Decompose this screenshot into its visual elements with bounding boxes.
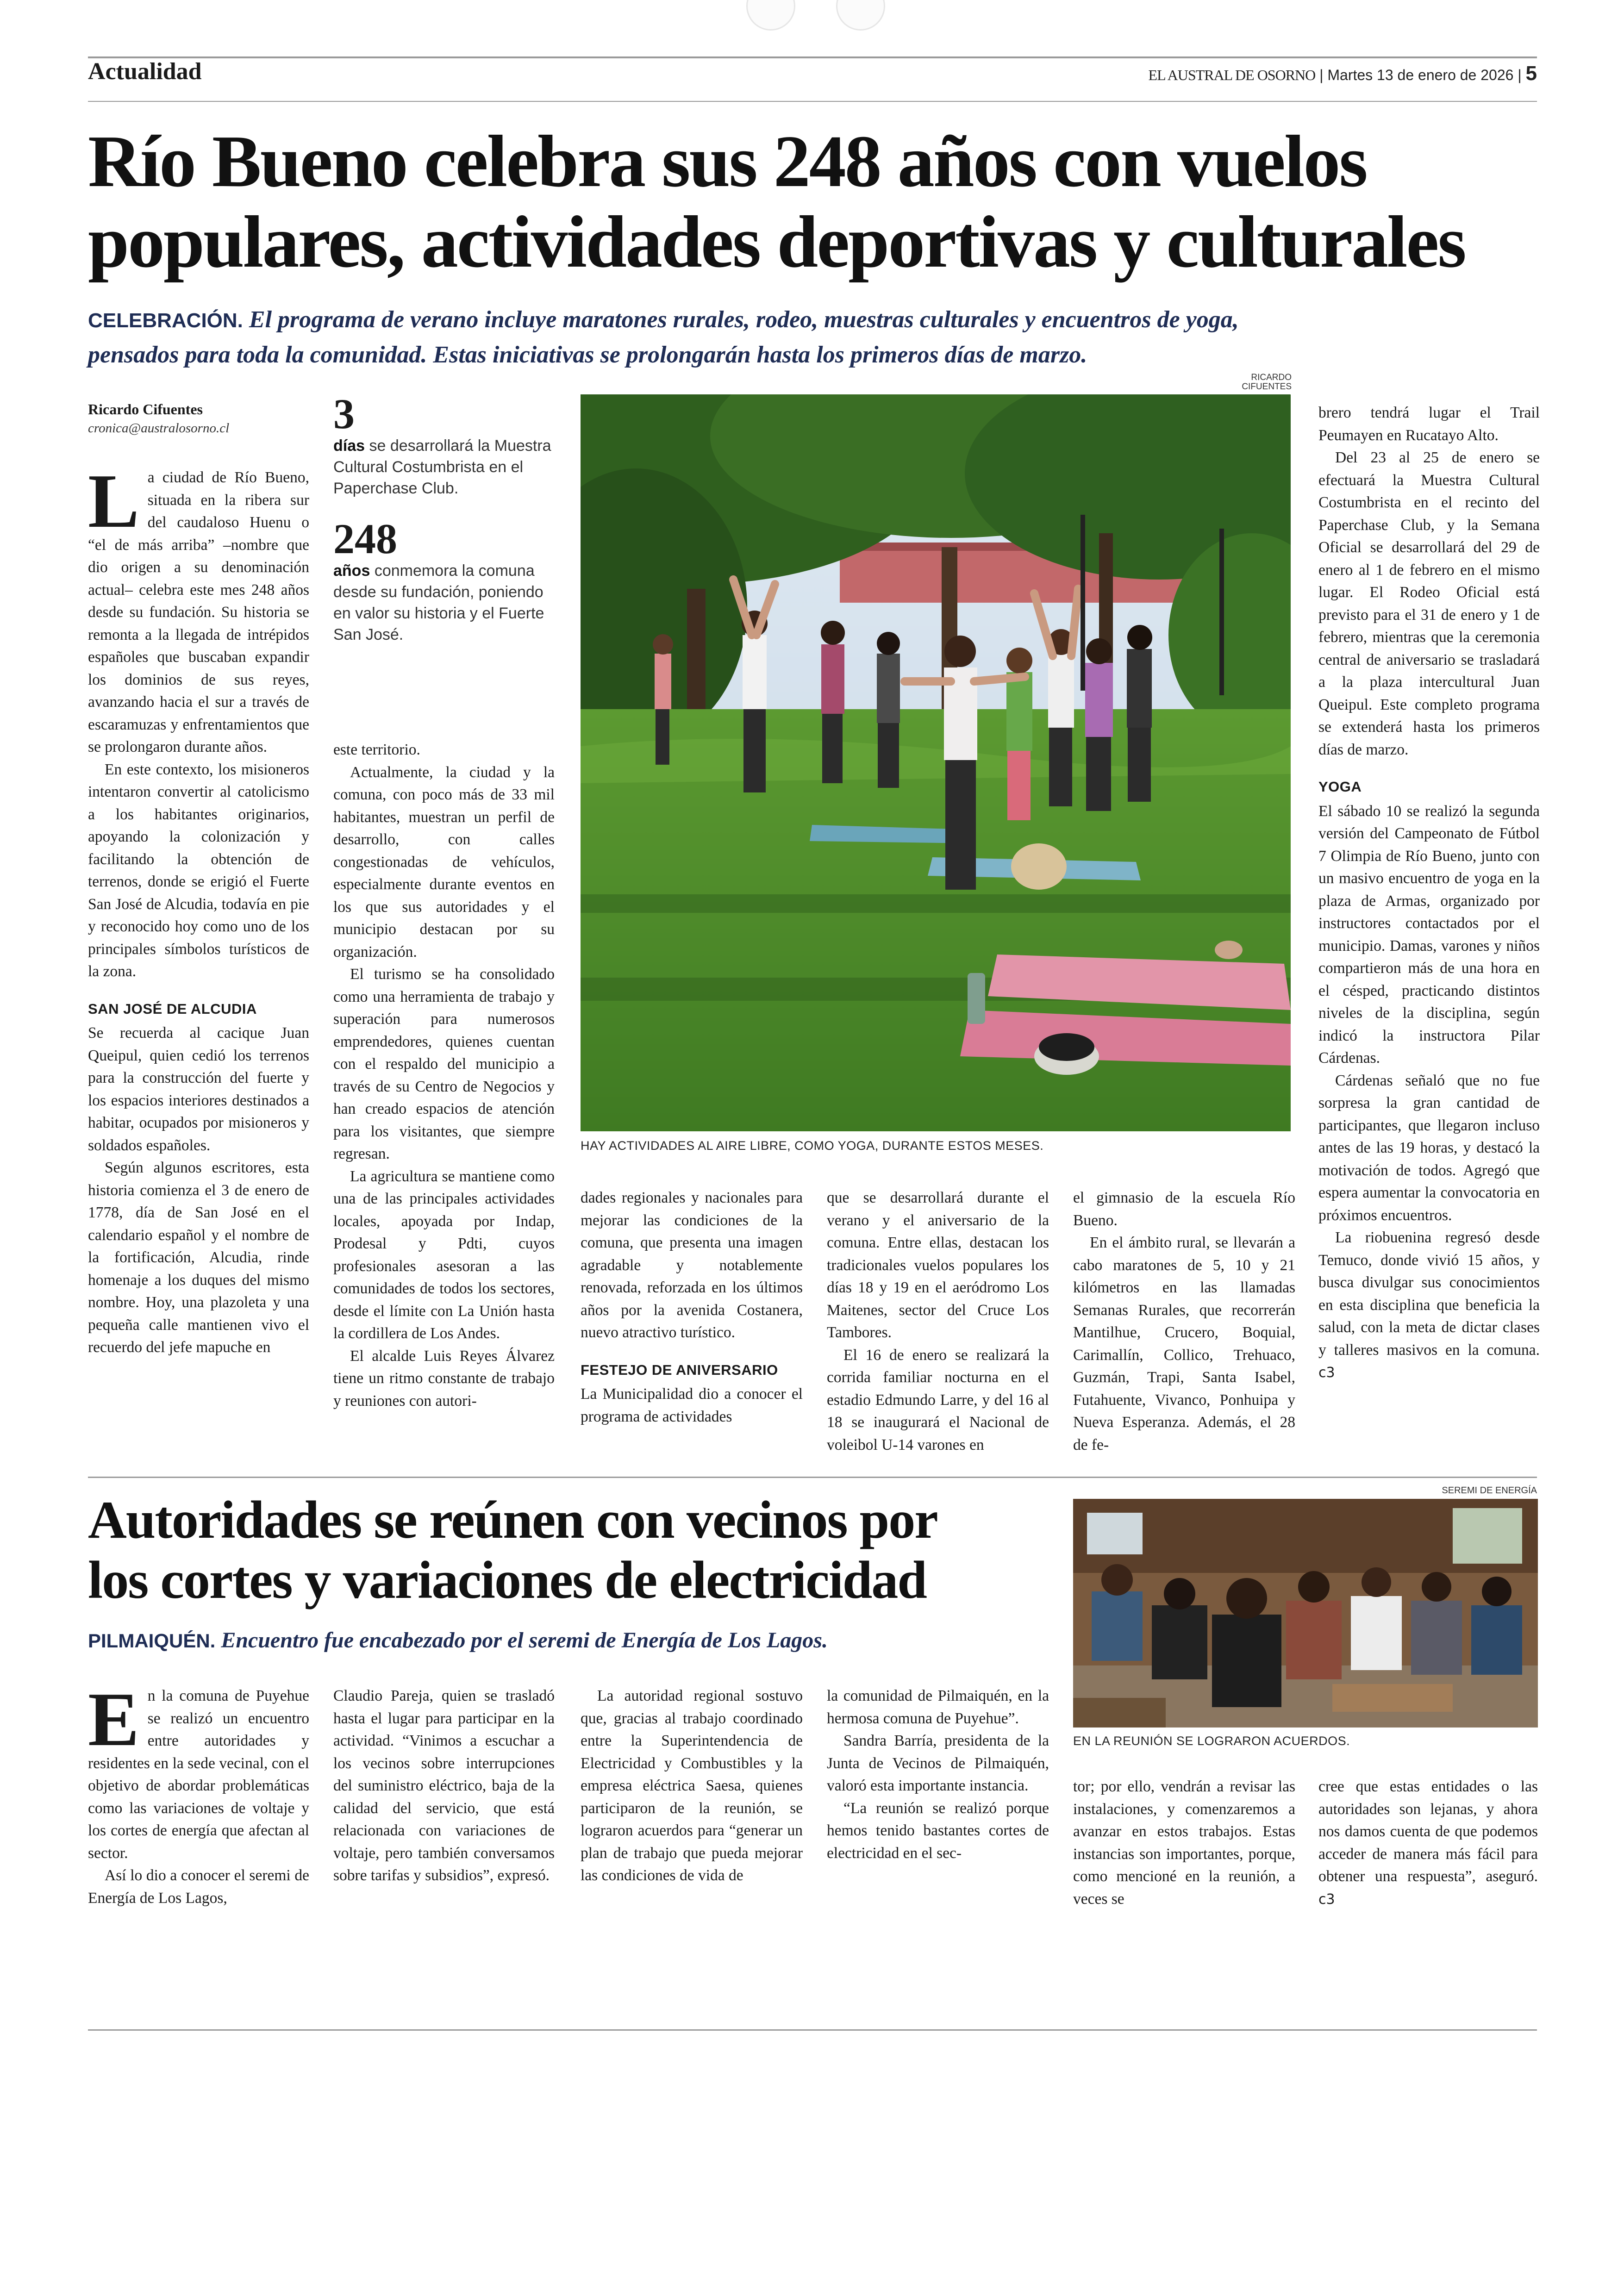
article1-headline-line2: populares, actividades deportivas y culturales bbox=[88, 200, 1465, 283]
byline-name: Ricardo Cifuentes bbox=[88, 401, 203, 418]
header-rule bbox=[88, 101, 1537, 102]
article1-paragraph: El sábado 10 se realizó la segunda versión del Campeonato de Fútbol 7 Olimpia de Río Bueno, junto con un masivo encuentro de yoga en la plaza de Armas, organizado por instructores contactados por el municipio. Damas, varones y niños compartieron más de una hora en el césped, practicando distintos niveles de la disciplina, según indicó la instructora Pilar Cárdenas. bbox=[1318, 802, 1540, 1066]
article2-column-5 bbox=[1073, 1776, 1295, 1928]
bottom-rule bbox=[88, 2029, 1537, 2031]
article2-paragraph: cree que estas entidades o las autoridades son lejanas, y ahora nos damos cuenta de que podemos acceder de manera más fácil para obtener una respuesta”, aseguró. ᴄ3 bbox=[1318, 1778, 1538, 1908]
article1-paragraph: La riobuenina regresó desde Temuco, donde vivió 15 años, y busca divulgar sus conocimientos en esta disciplina que beneficia la salud, con la meta de dictar clases y talleres masivos en la comuna. ᴄ3 bbox=[1318, 1229, 1540, 1381]
article2-paragraph: En la comuna de Puyehue se realizó un encuentro entre autoridades y residentes en la sede vecinal, con el objetivo de abordar problemáticas como las variaciones de voltaje y los cortes de energía que afectan al sector. bbox=[88, 1677, 309, 1862]
article1-paragraph: En el ámbito rural, se llevarán a cabo maratones de 5, 10 y 21 kilómetros en las llamadas Semanas Rurales, que recorrerán Mantilhue, Crucero, Boquial, Carimallín, Collico, Trehuaco, Guzmán, Trapi, Santa Isabel, Futahuente, Vivanco, Ponhuipa y Nueva Esperanza. Además, el 28 de fe- bbox=[1073, 1234, 1295, 1453]
article1-paragraph: La agricultura se mantiene como una de las principales actividades locales, apoyada por Indap, Prodesal y Pdti, cuyos profesionales asesoran a las comunidades de todos los sectores, desde el límite con La Unión hasta la cordillera de Los Andes. bbox=[333, 1167, 555, 1342]
article1-paragraph: Cárdenas señaló que no fue sorpresa la gran cantidad de participantes, que llegaron incluso antes de las 19 horas, y destacó la motivación de todos. Agregó que espera aumentar la convocatoria en próximos encuentros. bbox=[1318, 1072, 1540, 1224]
fact-text-years: años conmemora la comuna desde su fundación, poniendo en valor su historia y el Fuerte San José. bbox=[333, 562, 544, 643]
article1-paragraph: El alcalde Luis Reyes Álvarez tiene un ritmo constante de trabajo y reuniones con autori- bbox=[333, 1347, 555, 1409]
article1-paragraph: este territorio. bbox=[333, 741, 420, 758]
article1-column-4 bbox=[827, 1187, 1049, 1465]
article1-photo-credit: RICARDO CIFUENTES bbox=[1242, 373, 1292, 392]
article1-paragraph: La Municipalidad dio a conocer el programa de actividades bbox=[581, 1385, 803, 1425]
article1-paragraph: que se desarrollará durante el verano y el aniversario de la comuna. Entre ellas, destacan los tradicionales vuelos populares los días 18 y 19 en el aeródromo Los Maitenes, sector del Cruce Los Tambores. bbox=[827, 1189, 1049, 1341]
article2-headline-line1: Autoridades se reúnen con vecinos por bbox=[88, 1491, 937, 1550]
article1-column-3 bbox=[581, 1187, 803, 1465]
article1-facts bbox=[333, 390, 560, 645]
article1-headline bbox=[88, 120, 1465, 283]
article2-kicker: PILMAIQUÉN. bbox=[88, 1630, 216, 1652]
article2-photo-caption: EN LA REUNIÓN SE LOGRARON ACUERDOS. bbox=[1073, 1734, 1350, 1748]
top-rule bbox=[88, 56, 1537, 58]
subheading-yoga: YOGA bbox=[1318, 779, 1362, 795]
article2-column-6 bbox=[1318, 1776, 1538, 1928]
masthead-sep: | bbox=[1518, 67, 1526, 83]
masthead-sep: | bbox=[1319, 67, 1328, 83]
end-mark-icon: ᴄ3 bbox=[1318, 1365, 1335, 1381]
article1-paragraph: Actualmente, la ciudad y la comuna, con poco más de 33 mil habitantes, muestran un perfil de desarrollo, con calles congestionadas de vehículos, especialmente durante eventos en los que sus autoridades y el municipio destacan por su organización. bbox=[333, 763, 555, 960]
article2-paragraph: Sandra Barría, presidenta de la Junta de Vecinos de Pilmaiquén, valoró esta importante instancia. bbox=[827, 1732, 1049, 1794]
newspaper-name: EL AUSTRAL DE OSORNO bbox=[1148, 67, 1316, 83]
article1-photo-caption: HAY ACTIVIDADES AL AIRE LIBRE, COMO YOGA, DURANTE ESTOS MESES. bbox=[581, 1139, 1044, 1153]
article1-paragraph: el gimnasio de la escuela Río Bueno. bbox=[1073, 1189, 1295, 1229]
article1-deck-line2: pensados para toda la comunidad. Estas iniciativas se prolongarán hasta los primeros días de marzo. bbox=[88, 342, 1087, 368]
article2-paragraph: Así lo dio a conocer el seremi de Energía de Los Lagos, bbox=[88, 1867, 309, 1907]
article1-headline-line1: Río Bueno celebra sus 248 años con vuelos bbox=[88, 120, 1367, 202]
article-separator bbox=[88, 1477, 1537, 1478]
article1-paragraph: El turismo se ha consolidado como una herramienta de trabajo y superación para numerosos emprendedores, quienes cuentan con el respaldo del municipio a través de su Centro de Negocios y han creado espacios de atención para los visitantes, que siempre regresan. bbox=[333, 966, 555, 1162]
article2-paragraph: “La reunión se realizó porque hemos tenido bastantes cortes de electricidad en el sec- bbox=[827, 1799, 1049, 1862]
article1-kicker: CELEBRACIÓN. bbox=[88, 309, 243, 332]
prev-page-button[interactable] bbox=[746, 0, 795, 31]
meeting-photo bbox=[1073, 1499, 1538, 1727]
article2-column-4 bbox=[827, 1685, 1049, 1926]
article1-column-6 bbox=[1318, 402, 1540, 1466]
subheading-festejo: FESTEJO DE ANIVERSARIO bbox=[581, 1361, 778, 1378]
page-number: 5 bbox=[1525, 62, 1537, 85]
fact-number-years: 248 bbox=[333, 515, 397, 562]
yoga-photo-illustration bbox=[581, 394, 1291, 1131]
subheading-san-jose: SAN JOSÉ DE ALCUDIA bbox=[88, 1000, 257, 1017]
article1-deck bbox=[88, 303, 1537, 372]
article2-headline bbox=[88, 1491, 937, 1610]
meeting-photo-illustration bbox=[1073, 1499, 1538, 1727]
article1-deck-text1: El programa de verano incluye maratones rurales, rodeo, muestras culturales y encuentros de yoga, bbox=[249, 306, 1239, 333]
article1-paragraph: En este contexto, los misioneros intentaron convertir al catolicismo a los habitantes originarios, apoyando la colonización y facilitando la obtención de terrenos, donde se erigió el Fuerte San José de Alcudia, todavía en pie y reconocido hoy como uno de los principales símbolos turísticos de la zona. bbox=[88, 761, 309, 980]
masthead bbox=[1149, 62, 1537, 85]
article2-column-3 bbox=[581, 1685, 803, 1926]
article1-paragraph: brero tendrá lugar el Trail Peumayen en Rucatayo Alto. bbox=[1318, 404, 1540, 444]
article2-paragraph: Claudio Pareja, quien se trasladó hasta el lugar para participar en la actividad. “Vinimos a escuchar a los vecinos sobre interrupciones del suministro eléctrico, baja de la calidad del servicio, que está relacionada con variaciones de voltaje, pero también conversamos sobre tarifas y subsidios”, expresó. bbox=[333, 1687, 555, 1884]
article2-paragraph: La autoridad regional sostuvo que, gracias al trabajo coordinado entre la Superintendencia de Electricidad y Combustibles y la empresa eléctrica Saesa, quienes participaron de la reunión, se lograron acuerdos para “generar un plan de trabajo que pueda mejorar las condiciones de vida de bbox=[581, 1687, 803, 1884]
article2-deck-text: Encuentro fue encabezado por el seremi de Energía de Los Lagos. bbox=[221, 1628, 828, 1653]
article1-paragraph: La ciudad de Río Bueno, situada en la ribera sur del caudaloso Huenu o “el de más arriba” –nombre que dio origen a su denominación actual– celebra este mes 248 años desde su fundación. Su historia se remonta a la llegada de intrépidos españoles que buscaban expandir los dominios de sus reyes, avanzando hacia el sur a través de escaramuzas y enfrentamientos que se prolongaron durante años. bbox=[88, 458, 309, 755]
fact-text-days: días se desarrollará la Muestra Cultural Costumbrista en el Paperchase Club. bbox=[333, 437, 551, 497]
article1-paragraph: Del 23 al 25 de enero se efectuará la Muestra Cultural Costumbrista en el recinto del Paperchase Club, y la Semana Oficial se desarrollará del 29 de enero al 1 de febrero en el mismo lugar. El Rodeo Oficial está previsto para el 31 de enero y 1 de febrero, mientras que la ceremonia central de aniversario se trasladará a la plaza intercultural Juan Queipul. Este completo programa se extenderá hasta los primeros días de marzo. bbox=[1318, 449, 1540, 758]
article1-column-5 bbox=[1073, 1187, 1295, 1465]
byline-email[interactable]: cronica@australosorno.cl bbox=[88, 421, 230, 436]
end-mark-icon: ᴄ3 bbox=[1318, 1891, 1335, 1908]
article1-byline bbox=[88, 401, 319, 436]
article2-photo-credit: SEREMI DE ENERGÍA bbox=[1442, 1485, 1537, 1496]
dropcap: E bbox=[88, 1677, 139, 1762]
article1-paragraph: dades regionales y nacionales para mejorar las condiciones de la comuna, que presenta una imagen agradable y notablemente renovada, reforzada en los últimos años por la avenida Costanera, nuevo atractivo turístico. bbox=[581, 1189, 803, 1341]
article1-deck-line1 bbox=[88, 303, 1537, 338]
article2-headline-line2: los cortes y variaciones de electricidad bbox=[88, 1551, 926, 1610]
article2-paragraph: tor; por ello, vendrán a revisar las instalaciones, y comenzaremos a avanzar en estos trabajos. Estas instancias son importantes, porque, como mencioné en la reunión, a veces se bbox=[1073, 1778, 1295, 1908]
yoga-photo bbox=[581, 394, 1291, 1131]
article1-paragraph: Según algunos escritores, esta historia comienza el 3 de enero de 1778, día de San José en el calendario español y el nombre de la fortificación, Alcudia, rinde homenaje a los duques del mismo nombre. Hoy, una plazoleta y una pequeña calle mantienen vivo el recuerdo del jefe mapuche en bbox=[88, 1159, 309, 1356]
article1-paragraph: El 16 de enero se realizará la corrida familiar nocturna en el estadio Edmundo Larre, y del 16 al 18 se inaugurará el Nacional de voleibol U-14 varones en bbox=[827, 1346, 1049, 1453]
next-page-button[interactable] bbox=[836, 0, 885, 31]
article1-column-1 bbox=[88, 458, 309, 1462]
fact-number-days: 3 bbox=[333, 390, 355, 437]
article2-paragraph: la comunidad de Pilmaiquén, en la hermosa comuna de Puyehue”. bbox=[827, 1687, 1049, 1727]
section-label: Actualidad bbox=[88, 58, 202, 85]
article1-column-2 bbox=[333, 739, 555, 1461]
article2-deck bbox=[88, 1628, 1060, 1653]
issue-date: Martes 13 de enero de 2026 bbox=[1327, 67, 1514, 83]
article1-paragraph: Se recuerda al cacique Juan Queipul, quien cedió los terrenos para la construcción del fuerte y los espacios interiores destinados a habitar, ocupados por misioneros y soldados españoles. bbox=[88, 1024, 309, 1154]
article2-column-1 bbox=[88, 1677, 309, 1926]
article2-column-2 bbox=[333, 1685, 555, 1926]
dropcap: L bbox=[88, 458, 139, 543]
